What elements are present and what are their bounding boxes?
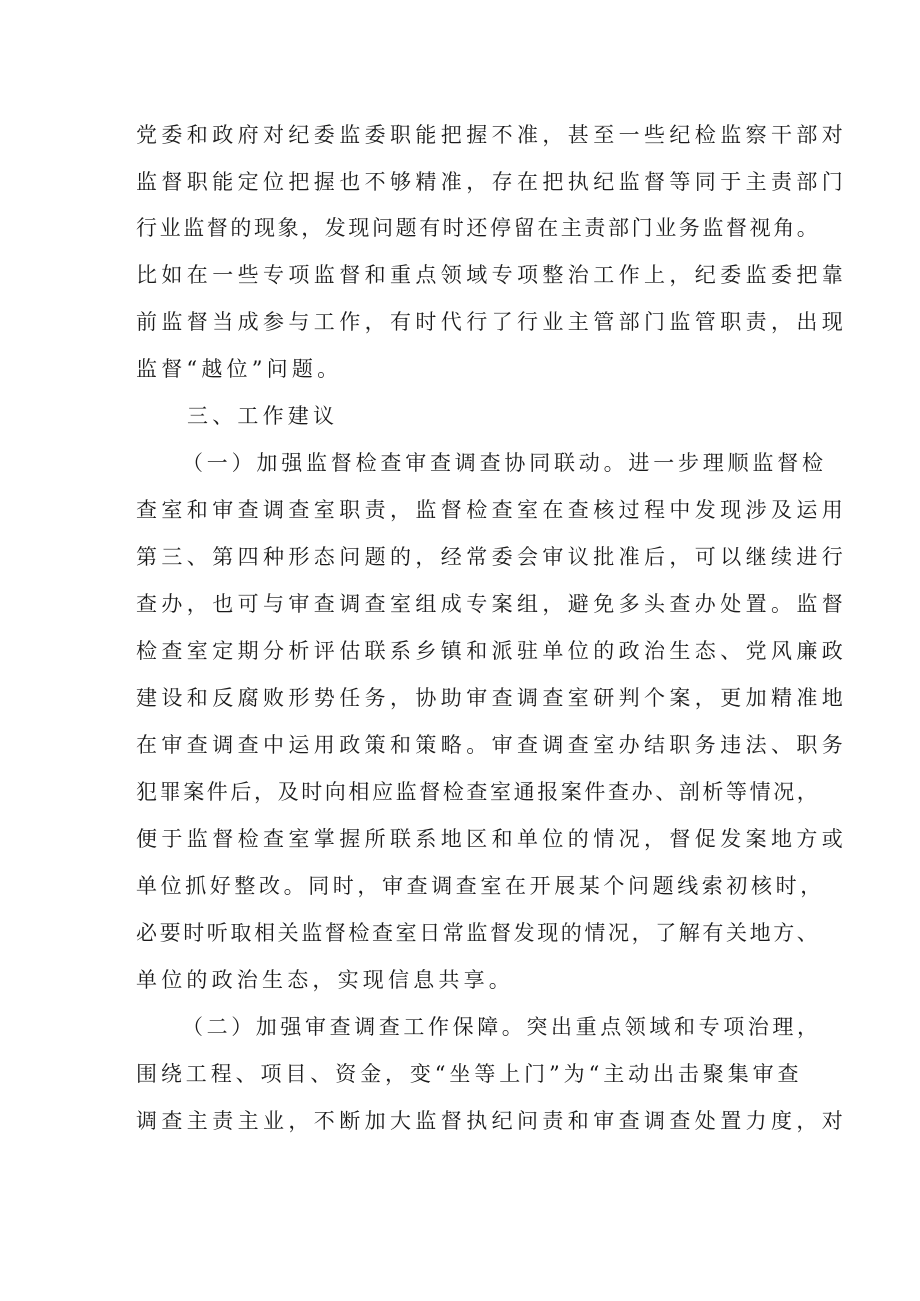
text-line-15: 犯罪案件后，及时向相应监督检查室通报案件查办、剖析等情况， bbox=[136, 780, 821, 804]
text-line-6: 监督“越位”问题。 bbox=[136, 357, 343, 381]
text-line-14: 在审查调查中运用政策和策略。审查调查室办结职务违法、职务 bbox=[136, 733, 848, 757]
text-line-19: 单位的政治生态，实现信息共享。 bbox=[136, 968, 514, 992]
text-line-10: 第三、第四种形态问题的，经常委会审议批准后，可以继续进行 bbox=[136, 545, 848, 569]
text-line-17: 单位抓好整改。同时，审查调查室在开展某个问题线索初核时， bbox=[136, 874, 825, 898]
text-line-13: 建设和反腐败形势任务，协助审查调查室研判个案，更加精准地 bbox=[136, 686, 848, 710]
text-line-21: 围绕工程、项目、资金，变“坐等上门”为“主动出击聚集审查 bbox=[136, 1062, 803, 1086]
section-heading: 三、工作建议 bbox=[187, 404, 339, 428]
text-line-16: 便于监督检查室掌握所联系地区和单位的情况，督促发案地方或 bbox=[136, 827, 848, 851]
text-line-5: 前监督当成参与工作，有时代行了行业主管部门监管职责，出现 bbox=[136, 310, 848, 334]
text-line-12: 检查室定期分析评估联系乡镇和派驻单位的政治生态、党风廉政 bbox=[136, 639, 848, 663]
text-line-1: 党委和政府对纪委监委职能把握不准，甚至一些纪检监察干部对 bbox=[136, 123, 848, 147]
text-line-2: 监督职能定位把握也不够精准，存在把执纪监督等同于主责部门 bbox=[136, 170, 848, 194]
text-line-18: 必要时听取相关监督检查室日常监督发现的情况，了解有关地方、 bbox=[136, 921, 821, 945]
text-line-4: 比如在一些专项监督和重点领域专项整治工作上，纪委监委把靠 bbox=[136, 263, 848, 287]
text-line-8: （一）加强监督检查审查调查协同联动。进一步理顺监督检 bbox=[182, 451, 827, 475]
text-line-11: 查办，也可与审查调查室组成专案组，避免多头查办处置。监督 bbox=[136, 592, 848, 616]
text-line-3: 行业监督的现象，发现问题有时还停留在主责部门业务监督视角。 bbox=[136, 216, 821, 240]
text-line-9: 查室和审查调查室职责，监督检查室在查核过程中发现涉及运用 bbox=[136, 498, 848, 522]
text-line-20: （二）加强审查调查工作保障。突出重点领域和专项治理， bbox=[182, 1015, 822, 1039]
text-line-22: 调查主责主业，不断加大监督执纪问责和审查调查处置力度，对 bbox=[136, 1109, 848, 1133]
